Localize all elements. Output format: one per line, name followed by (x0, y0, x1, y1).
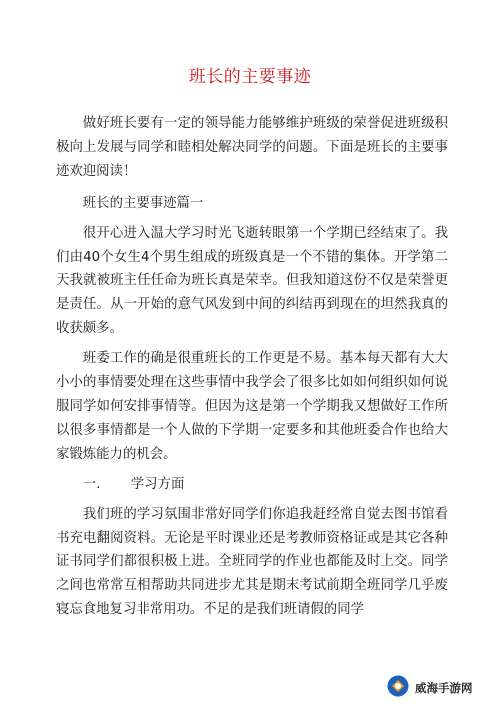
intro-paragraph: 做好班长要有一定的领导能力能够维护班级的荣誉促进班级积极向上发展与同学和睦相处解决同学的问题。下面是班长的主要事迹欢迎阅读！ (56, 116, 448, 179)
body-paragraph-3: 我们班的学习氛围非常好同学们你追我赶经常自觉去图书馆看书充电翻阅资料。无论是平时课业还是考教师资格证或是其它各种证书同学们都很积极上进。全班同学的作业也都能及时上交。同学之间也常常互相帮助共同进步尤其是期末考试前期全班同学几乎废寝忘食地复习非常用功。不足的是我们班请假的同学 (56, 506, 448, 618)
list-item-study (56, 473, 448, 497)
watermark-text: 威海手游网 (415, 681, 473, 695)
body-paragraph-2: 班委工作的确是很重班长的工作更是不易。基本每天都有大大小小的事情要处理在这些事情中我学会了很多比如如何组织如何说服同学如何安排事情等。但因为这是第一个学期我又想做好工作所以很多事情都是一个人做的下学期一定要多和其他班委合作也给大家锻炼能力的机会。 (56, 351, 448, 462)
logo-icon (386, 674, 410, 702)
list-item-label: 学习方面 (130, 476, 185, 492)
body-paragraph-1: 很开心进入温大学习时光飞逝转眼第一个学期已经结束了。我们由40个女生4个男生组成的班级真是一个不错的集体。开学第二天我就被班主任任命为班长真是荣幸。但我知道这份不仅是荣誉更是责任。从一开始的意气风发到中间的纠结再到现在的坦然我真的收获颇多。 (56, 225, 448, 337)
document-title: 班长的主要事迹 (188, 67, 312, 87)
section-heading: 班长的主要事迹篇一 (82, 195, 204, 211)
site-watermark (386, 673, 486, 703)
document-body (56, 112, 448, 622)
list-item-number: 一. (82, 476, 101, 492)
